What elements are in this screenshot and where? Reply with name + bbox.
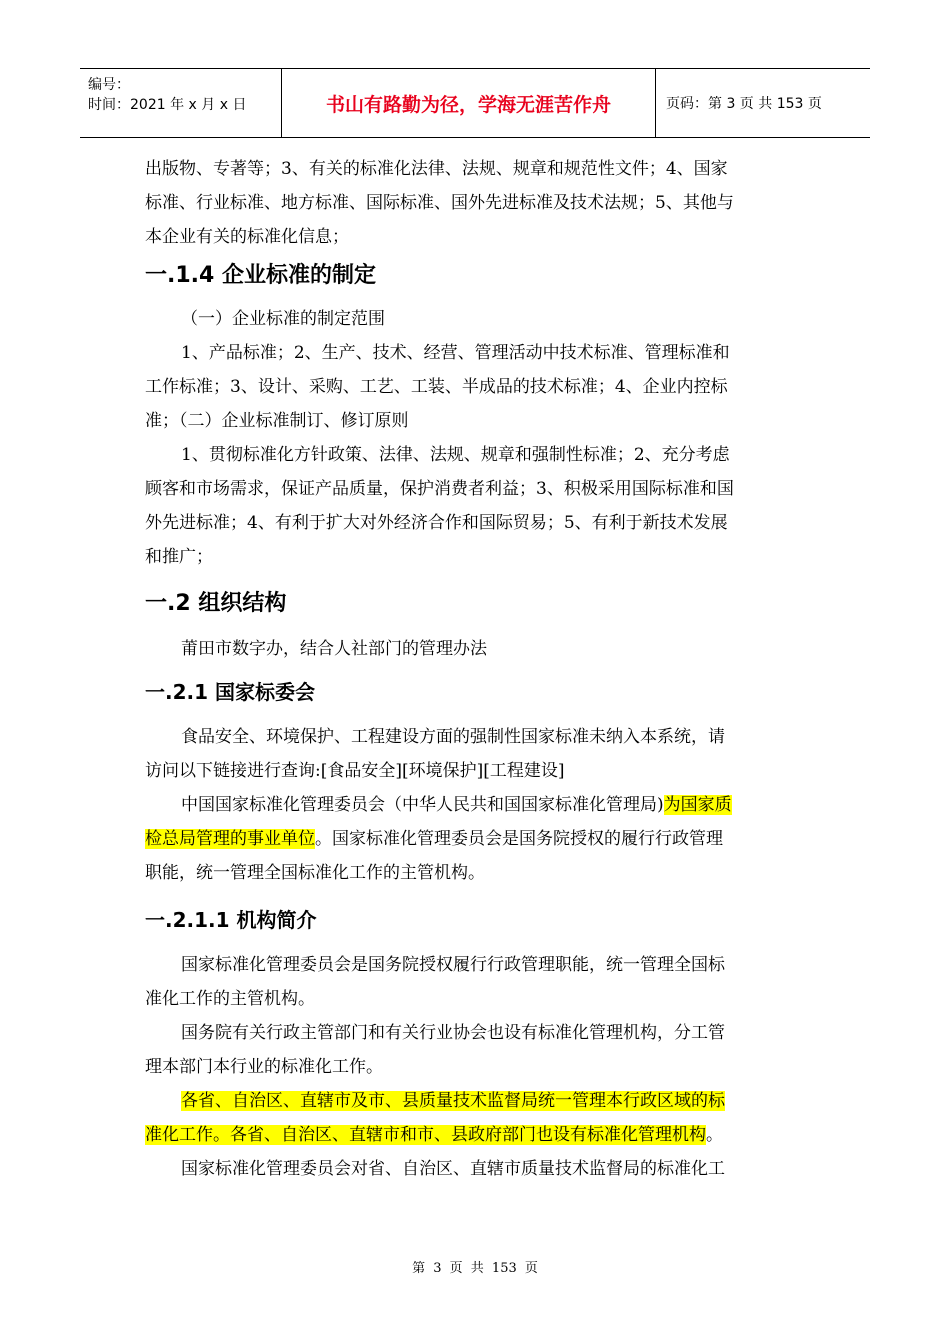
paragraph-line [145, 822, 807, 856]
paragraph-line: 标准、行业标准、地方标准、国际标准、国外先进标准及技术法规；5、其他与 [145, 193, 734, 213]
paragraph-line: 本企业有关的标准化信息； [145, 227, 349, 247]
section-heading: 一.2 组织结构 [145, 591, 287, 616]
paragraph-line: 和推广； [145, 547, 213, 567]
paragraph-line: 外先进标准；4、有利于扩大对外经济合作和国际贸易；5、有利于新技术发展 [145, 513, 728, 533]
section-heading: 一.2.1.1 机构简介 [145, 908, 317, 932]
header-page-number: 页码：第 3 页 共 153 页 [666, 96, 822, 112]
section-heading: 一.2.1 国家标委会 [145, 680, 315, 704]
paragraph-line: 国务院有关行政主管部门和有关行业协会也设有标准化管理机构，分工管 [181, 1023, 725, 1043]
paragraph-line: 国家标准化管理委员会对省、自治区、直辖市质量技术监督局的标准化工 [181, 1159, 725, 1179]
paragraph-line [145, 1084, 807, 1118]
page-header [80, 68, 870, 138]
paragraph-line: 理本部门本行业的标准化工作。 [145, 1057, 383, 1077]
paragraph-line: （一）企业标准的制定范围 [181, 309, 385, 329]
text-span: 。国家标准化管理委员会是国务院授权的履行行政管理 [315, 829, 723, 849]
header-motto: 书山有路勤为径，学海无涯苦作舟 [282, 69, 656, 137]
text-span: 中国国家标准化管理委员会（中华人民共和国国家标准化管理局) [181, 795, 664, 815]
paragraph-line [145, 788, 807, 822]
highlighted-text: 检总局管理的事业单位 [145, 829, 315, 849]
page-footer: 第 3 页 共 153 页 [412, 1261, 538, 1276]
paragraph-line: 食品安全、环境保护、工程建设方面的强制性国家标准未纳入本系统，请 [181, 727, 725, 747]
header-number: 编号： [88, 77, 130, 93]
paragraph-line: 访问以下链接进行查询:[食品安全][环境保护][工程建设] [145, 761, 565, 781]
document-body [145, 152, 807, 1186]
paragraph-line: 工作标准；3、设计、采购、工艺、工装、半成品的技术标准；4、企业内控标 [145, 377, 728, 397]
text-span: 。 [706, 1125, 723, 1145]
highlighted-text: 各省、自治区、直辖市及市、县质量技术监督局统一管理本行政区域的标 [181, 1091, 725, 1111]
paragraph-line: 1、产品标准；2、生产、技术、经营、管理活动中技术标准、管理标准和 [181, 343, 730, 363]
paragraph-line: 莆田市数字办，结合人社部门的管理办法 [181, 639, 487, 659]
paragraph-line: 顾客和市场需求，保证产品质量，保护消费者利益；3、积极采用国际标准和国 [145, 479, 734, 499]
paragraph-line: 国家标准化管理委员会是国务院授权履行行政管理职能，统一管理全国标 [181, 955, 725, 975]
section-heading: 一.1.4 企业标准的制定 [145, 263, 376, 288]
paragraph-line: 准化工作的主管机构。 [145, 989, 315, 1009]
header-meta [80, 69, 282, 137]
paragraph-line: 1、贯彻标准化方针政策、法律、法规、规章和强制性标准；2、充分考虑 [181, 445, 730, 465]
paragraph-line: 准；（二）企业标准制订、修订原则 [145, 411, 409, 431]
paragraph-line: 职能，统一管理全国标准化工作的主管机构。 [145, 863, 485, 883]
header-date: 时间：2021 年 x 月 x 日 [88, 97, 247, 113]
highlighted-text: 准化工作。各省、自治区、直辖市和市、县政府部门也设有标准化管理机构 [145, 1125, 706, 1145]
paragraph-line [145, 1118, 807, 1152]
paragraph-line: 出版物、专著等；3、有关的标准化法律、法规、规章和规范性文件；4、国家 [145, 159, 728, 179]
highlighted-text: 为国家质 [663, 795, 732, 815]
